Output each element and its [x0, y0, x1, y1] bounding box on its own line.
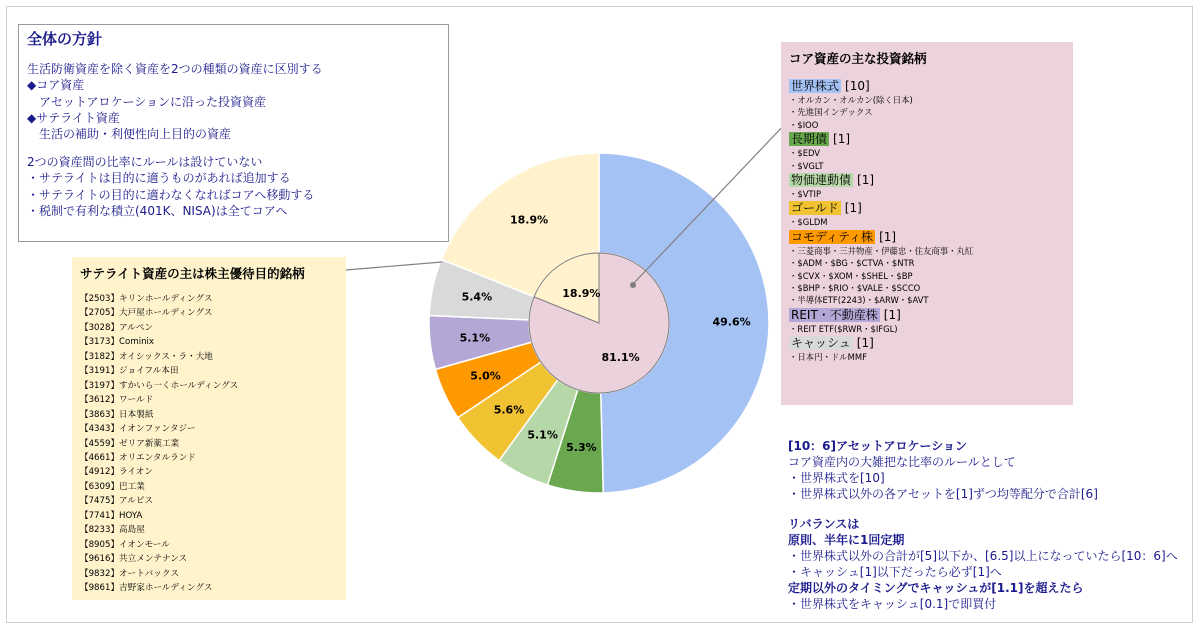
core-category	[789, 132, 1065, 147]
policy-lines	[27, 61, 440, 219]
core-holding-item: ・$CVX・$XOM・$SHEL・$BP	[789, 270, 913, 281]
core-category-name: キャッシュ	[791, 336, 851, 351]
allocation-line: リバランスは	[788, 517, 860, 531]
core-holding-item: ・半導体ETF(2243)・$ARW・$AVT	[789, 295, 929, 306]
satellite-stock-item: 【3182】オイシックス・ラ・大地	[80, 351, 213, 362]
policy-line: アセットアロケーションに沿った投資資産	[27, 94, 267, 109]
satellite-stock-item: 【4343】イオンファンタジー	[80, 424, 196, 435]
allocation-line: コア資産内の大雑把な比率のルールとして	[788, 455, 1016, 469]
outer-slice-label: 18.9%	[509, 213, 549, 227]
core-category	[789, 79, 1065, 94]
satellite-stock-item: 【3612】ワールド	[80, 395, 154, 406]
satellite-stock-item: 【7741】HOYA	[80, 510, 143, 521]
policy-line: 生活の補助・利便性向上目的の資産	[27, 127, 232, 142]
allocation-spacer	[788, 502, 1188, 516]
policy-title: 全体の方針	[27, 30, 103, 48]
core-category-name: コモディティ株	[791, 229, 874, 244]
policy-box	[18, 24, 449, 242]
satellite-stock-item: 【4912】ライオン	[80, 467, 153, 478]
core-category	[789, 173, 1065, 188]
core-holding-item: ・先進国インデックス	[789, 107, 873, 118]
core-category-weight: [1]	[879, 229, 897, 244]
core-category	[789, 230, 1065, 245]
policy-spacer	[27, 142, 440, 154]
core-category-name: 長期債	[791, 132, 828, 147]
core-title: コア資産の主な投資銘柄	[789, 51, 927, 66]
core-holding-item: ・$VGLT	[789, 160, 824, 171]
core-holding-item: ・$BHP・$RIO・$VALE・$SCCO	[789, 283, 921, 294]
policy-line: ◆コア資産	[27, 78, 85, 93]
satellite-stock-item: 【7475】アルビス	[80, 496, 154, 507]
core-holding-item: ・オルカン・オルカン(除く日本)	[789, 95, 913, 105]
core-category-weight: [1]	[857, 173, 875, 188]
core-holding-item: ・三菱商事・三井物産・伊藤忠・住友商事・丸紅	[789, 245, 974, 256]
core-category-weight: [1]	[883, 307, 901, 322]
satellite-stock-item: 【8905】イオンモール	[80, 539, 170, 550]
core-category-name: REIT・不動産株	[791, 307, 878, 322]
satellite-stock-item: 【6309】巴工業	[80, 481, 145, 492]
core-category-name: ゴールド	[791, 201, 839, 216]
core-category-weight: [1]	[844, 201, 862, 216]
allocation-line: [10：6]アセットアロケーション	[788, 439, 968, 453]
outer-slice-label: 49.6%	[712, 315, 751, 329]
allocation-line: 定期以外のタイミングでキャッシュが[1.1]を超えたら	[788, 581, 1084, 595]
core-holding-item: ・日本円・ドルMMF	[789, 352, 867, 363]
core-category-name: 物価連動債	[791, 173, 852, 188]
core-holding-item: ・$ADM・$BG・$CTVA・$NTR	[789, 258, 915, 269]
satellite-stock-item: 【3863】日本製紙	[80, 409, 154, 420]
core-category-name: 世界株式	[791, 79, 840, 93]
satellite-stock-item: 【9832】オートバックス	[80, 568, 179, 579]
satellite-stock-item: 【3028】アルペン	[80, 322, 154, 333]
outer-slice-label: 5.1%	[459, 331, 491, 345]
satellite-stock-item: 【4559】ゼリア新薬工業	[80, 438, 180, 449]
satellite-box	[72, 257, 346, 600]
satellite-stock-item: 【8233】高島屋	[80, 525, 145, 536]
allocation-line: 原則、半年に1回定期	[788, 533, 905, 547]
policy-line: ・サテライトは目的に適うものがあれば追加する	[27, 171, 291, 186]
allocation-notes	[788, 438, 1188, 612]
satellite-stock-item: 【3191】ジョイフル本田	[80, 366, 179, 377]
core-holding-item: ・$VTIP	[789, 189, 822, 200]
policy-line: ・税制で有利な積立(401K、NISA)は全てコアへ	[27, 203, 288, 218]
satellite-stock-item: 【3197】すかいら一くホールディングス	[80, 380, 239, 391]
core-holding-item: ・$EDV	[789, 148, 821, 159]
satellite-stock-item: 【2705】大戸屋ホールディングス	[80, 308, 213, 319]
allocation-line: ・キャッシュ[1]以下だったら必ず[1]へ	[788, 565, 1002, 579]
core-holding-item: ・REIT ETF($RWR・$IFGL)	[789, 323, 898, 334]
allocation-line: ・世界株式以外の各アセットを[1]ずつ均等配分で合計[6]	[788, 487, 1098, 501]
core-category-weight: [1]	[833, 132, 851, 147]
policy-line: 2つの資産間の比率にルールは設けていない	[27, 155, 263, 170]
core-category-list	[789, 79, 1065, 364]
outer-slice-label: 5.3%	[566, 440, 597, 454]
policy-line: ・サテライトの目的に適わなくなればコアへ移動する	[27, 187, 315, 202]
satellite-stock-item: 【2503】キリンホールディングス	[80, 294, 213, 304]
inner-slice-label: 81.1%	[601, 350, 640, 364]
allocation-line: ・世界株式を[10]	[788, 471, 885, 485]
core-leader-dot	[630, 282, 636, 288]
core-category	[789, 336, 1065, 351]
core-holding-item: ・$IOO	[789, 119, 819, 130]
satellite-stock-item: 【3173】Cominix	[80, 337, 154, 348]
satellite-stock-list	[80, 292, 338, 596]
core-category-weight: [1]	[856, 336, 874, 351]
policy-line: 生活防衛資産を除く資産を2つの種類の資産に区別する	[27, 62, 323, 77]
core-box	[781, 42, 1073, 405]
policy-line: ◆サテライト資産	[27, 110, 120, 125]
core-category-weight: [10]	[845, 79, 870, 93]
allocation-line: ・世界株式以外の合計が[5]以下か、[6.5]以上になっていたら[10：6]へ	[788, 549, 1178, 563]
outer-slice-label: 5.0%	[470, 369, 501, 383]
satellite-stock-item: 【9616】共立メンテナンス	[80, 554, 188, 565]
core-holding-item: ・$GLDM	[789, 217, 828, 228]
core-category	[789, 308, 1065, 323]
outer-slice-label: 5.4%	[461, 290, 493, 304]
satellite-title: サテライト資産の主は株主優待目的銘柄	[80, 266, 305, 281]
satellite-stock-item: 【4661】オリエンタルランド	[80, 452, 196, 463]
outer-slice-label: 5.6%	[493, 403, 525, 417]
inner-slice-label: 18.9%	[562, 286, 601, 300]
core-category	[789, 201, 1065, 216]
satellite-leader-line	[346, 262, 442, 270]
allocation-line: ・世界株式をキャッシュ[0.1]で即買付	[788, 597, 997, 611]
outer-slice-label: 5.1%	[527, 428, 558, 442]
satellite-stock-item: 【9861】吉野家ホールディングス	[80, 583, 213, 594]
